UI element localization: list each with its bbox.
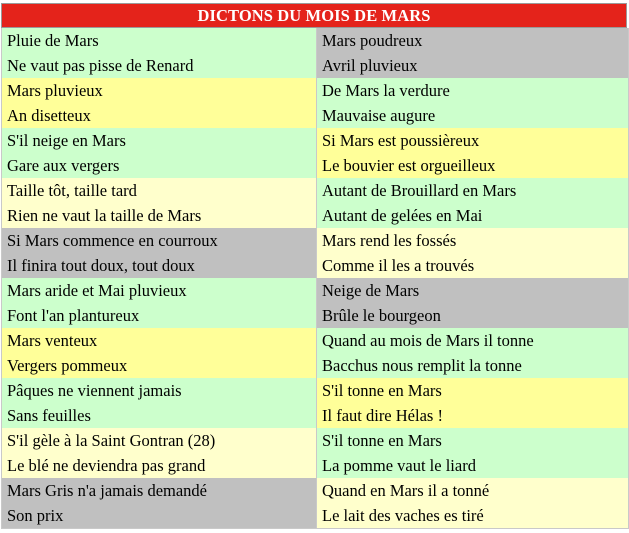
proverb-line: Il finira tout doux, tout doux	[7, 256, 195, 275]
proverb-cell-right[interactable]	[317, 328, 628, 378]
proverb-cell-left[interactable]	[2, 378, 317, 428]
proverb-cell-left[interactable]	[2, 78, 317, 128]
proverb-line: Quand en Mars il a tonné	[322, 481, 490, 500]
proverb-cell-left[interactable]	[2, 328, 317, 378]
proverb-cell-right[interactable]	[317, 478, 628, 528]
table-row	[2, 28, 628, 78]
proverb-cell-right[interactable]	[317, 278, 628, 328]
proverb-line: S'il tonne en Mars	[322, 381, 442, 400]
table-row	[2, 228, 628, 278]
proverb-line: An disetteux	[7, 106, 91, 125]
table-row	[2, 478, 628, 528]
proverb-line: La pomme vaut le liard	[322, 456, 476, 475]
proverb-cell-right[interactable]	[317, 128, 628, 178]
proverb-line: Mars aride et Mai pluvieux	[7, 281, 187, 300]
proverb-line: Autant de Brouillard en Mars	[322, 181, 517, 200]
proverb-line: Si Mars commence en courroux	[7, 231, 218, 250]
proverb-line: Sans feuilles	[7, 406, 91, 425]
proverb-line: Vergers pommeux	[7, 356, 128, 375]
proverb-line: Brûle le bourgeon	[322, 306, 441, 325]
proverb-line: Gare aux vergers	[7, 156, 120, 175]
proverb-line: Rien ne vaut la taille de Mars	[7, 206, 202, 225]
proverb-line: Il faut dire Hélas !	[322, 406, 443, 425]
proverb-cell-left[interactable]	[2, 428, 317, 478]
table-row	[2, 128, 628, 178]
proverb-line: Ne vaut pas pisse de Renard	[7, 56, 194, 75]
table-row	[2, 378, 628, 428]
proverb-line: S'il neige en Mars	[7, 131, 126, 150]
proverb-line: Bacchus nous remplit la tonne	[322, 356, 522, 375]
proverb-cell-right[interactable]	[317, 28, 628, 78]
proverb-cell-left[interactable]	[2, 128, 317, 178]
proverb-line: Mars Gris n'a jamais demandé	[7, 481, 207, 500]
proverb-line: Pluie de Mars	[7, 31, 99, 50]
proverb-cell-left[interactable]	[2, 478, 317, 528]
proverb-line: Taille tôt, taille tard	[7, 181, 137, 200]
proverb-line: S'il gèle à la Saint Gontran (28)	[7, 431, 216, 450]
table-row	[2, 178, 628, 228]
proverb-line: Avril pluvieux	[322, 56, 418, 75]
proverbs-table	[1, 28, 629, 529]
proverb-cell-right[interactable]	[317, 228, 628, 278]
proverb-cell-left[interactable]	[2, 278, 317, 328]
table-row	[2, 78, 628, 128]
proverb-cell-left[interactable]	[2, 28, 317, 78]
proverb-line: Font l'an plantureux	[7, 306, 140, 325]
proverb-line: Si Mars est poussièreux	[322, 131, 480, 150]
proverb-line: Son prix	[7, 506, 64, 525]
table-row	[2, 278, 628, 328]
proverb-line: Mars rend les fossés	[322, 231, 457, 250]
table-row	[2, 328, 628, 378]
proverb-line: Le bouvier est orgueilleux	[322, 156, 496, 175]
proverb-line: Mauvaise augure	[322, 106, 436, 125]
proverb-line: Comme il les a trouvés	[322, 256, 475, 275]
proverb-cell-left[interactable]	[2, 228, 317, 278]
table-title: DICTONS DU MOIS DE MARS	[1, 3, 627, 28]
proverb-cell-right[interactable]	[317, 378, 628, 428]
proverb-line: Le blé ne deviendra pas grand	[7, 456, 206, 475]
proverb-cell-left[interactable]	[2, 178, 317, 228]
proverb-cell-right[interactable]	[317, 428, 628, 478]
proverb-line: Mars pluvieux	[7, 81, 103, 100]
proverb-cell-right[interactable]	[317, 78, 628, 128]
proverb-line: S'il tonne en Mars	[322, 431, 442, 450]
proverb-line: Pâques ne viennent jamais	[7, 381, 182, 400]
proverb-cell-right[interactable]	[317, 178, 628, 228]
proverb-line: Neige de Mars	[322, 281, 420, 300]
proverb-line: Mars poudreux	[322, 31, 423, 50]
proverb-line: Mars venteux	[7, 331, 98, 350]
table-row	[2, 428, 628, 478]
proverb-line: De Mars la verdure	[322, 81, 450, 100]
proverb-line: Le lait des vaches es tiré	[322, 506, 484, 525]
proverb-line: Quand au mois de Mars il tonne	[322, 331, 534, 350]
proverb-line: Autant de gelées en Mai	[322, 206, 483, 225]
